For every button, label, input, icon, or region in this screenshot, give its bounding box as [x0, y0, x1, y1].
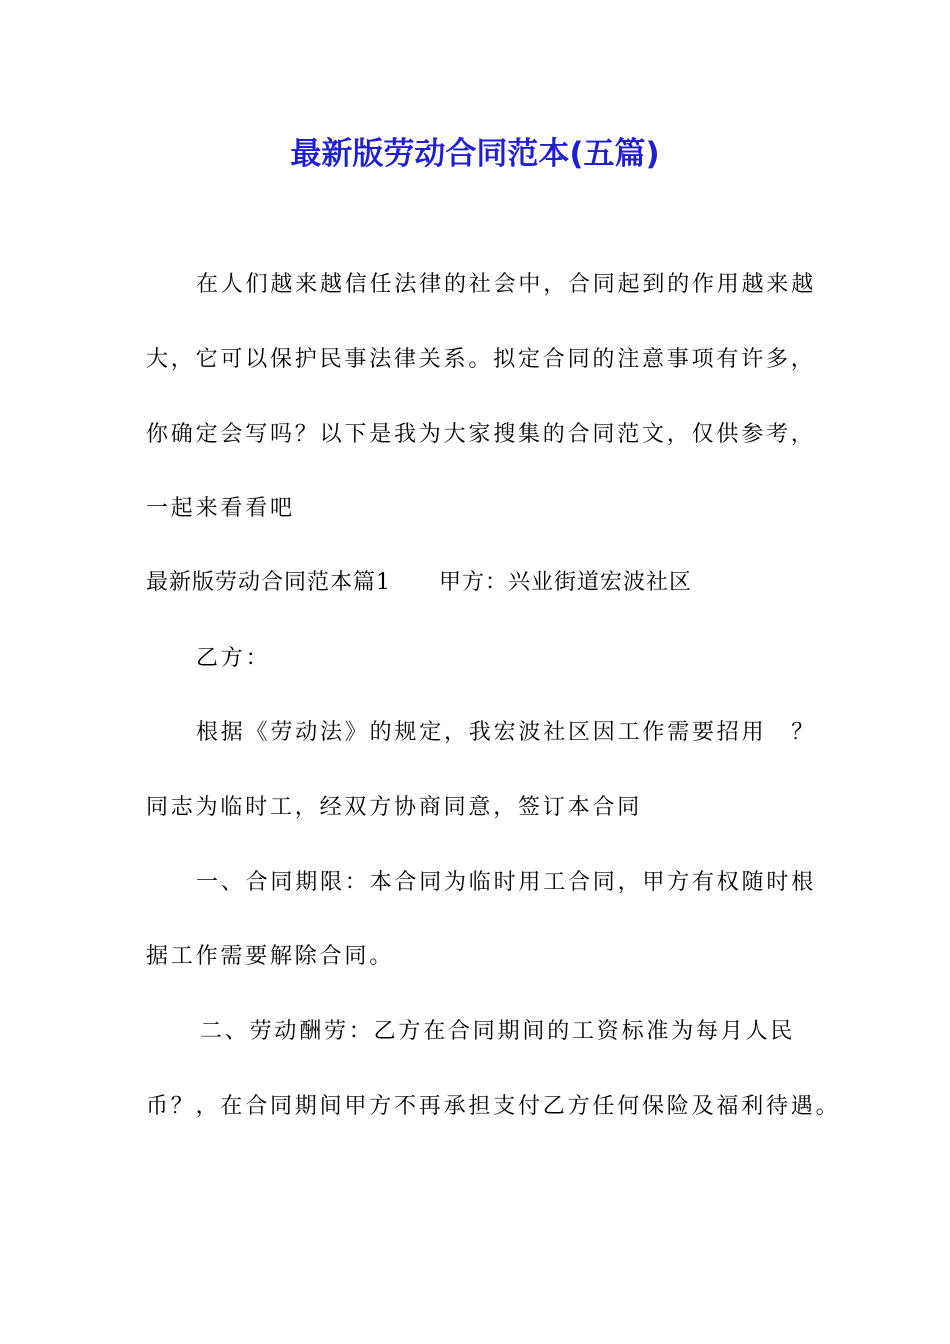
body-line-1: 根据《劳动法》的规定，我宏波社区因工作需要招用 ？ [196, 720, 817, 745]
document-title: 最新版劳动合同范本(五篇) [290, 136, 660, 172]
intro-line-4: 一起来看看吧 [146, 496, 295, 521]
party-a: 甲方：兴业街道宏波社区 [439, 570, 693, 595]
section-heading-line [146, 568, 692, 598]
section-heading: 最新版劳动合同范本篇1 [146, 570, 391, 595]
body-line-5: 二、劳动酬劳：乙方在合同期间的工资标准为每月人民 [200, 1019, 796, 1044]
body-line-2: 同志为临时工，经双方协商同意，签订本合同 [146, 795, 643, 820]
intro-line-1: 在人们越来越信任法律的社会中，合同起到的作用越来越 [196, 272, 817, 297]
body-line-6: 币？，在合同期间甲方不再承担支付乙方任何保险及福利待遇。 [146, 1094, 841, 1119]
party-b: 乙方： [196, 646, 271, 671]
body-line-3: 一、合同期限：本合同为临时用工合同，甲方有权随时根 [196, 870, 817, 895]
intro-line-3: 你确定会写吗？以下是我为大家搜集的合同范文，仅供参考， [146, 422, 816, 447]
intro-line-2: 大，它可以保护民事法律关系。拟定合同的注意事项有许多， [146, 347, 816, 372]
body-line-4: 据工作需要解除合同。 [146, 944, 395, 969]
